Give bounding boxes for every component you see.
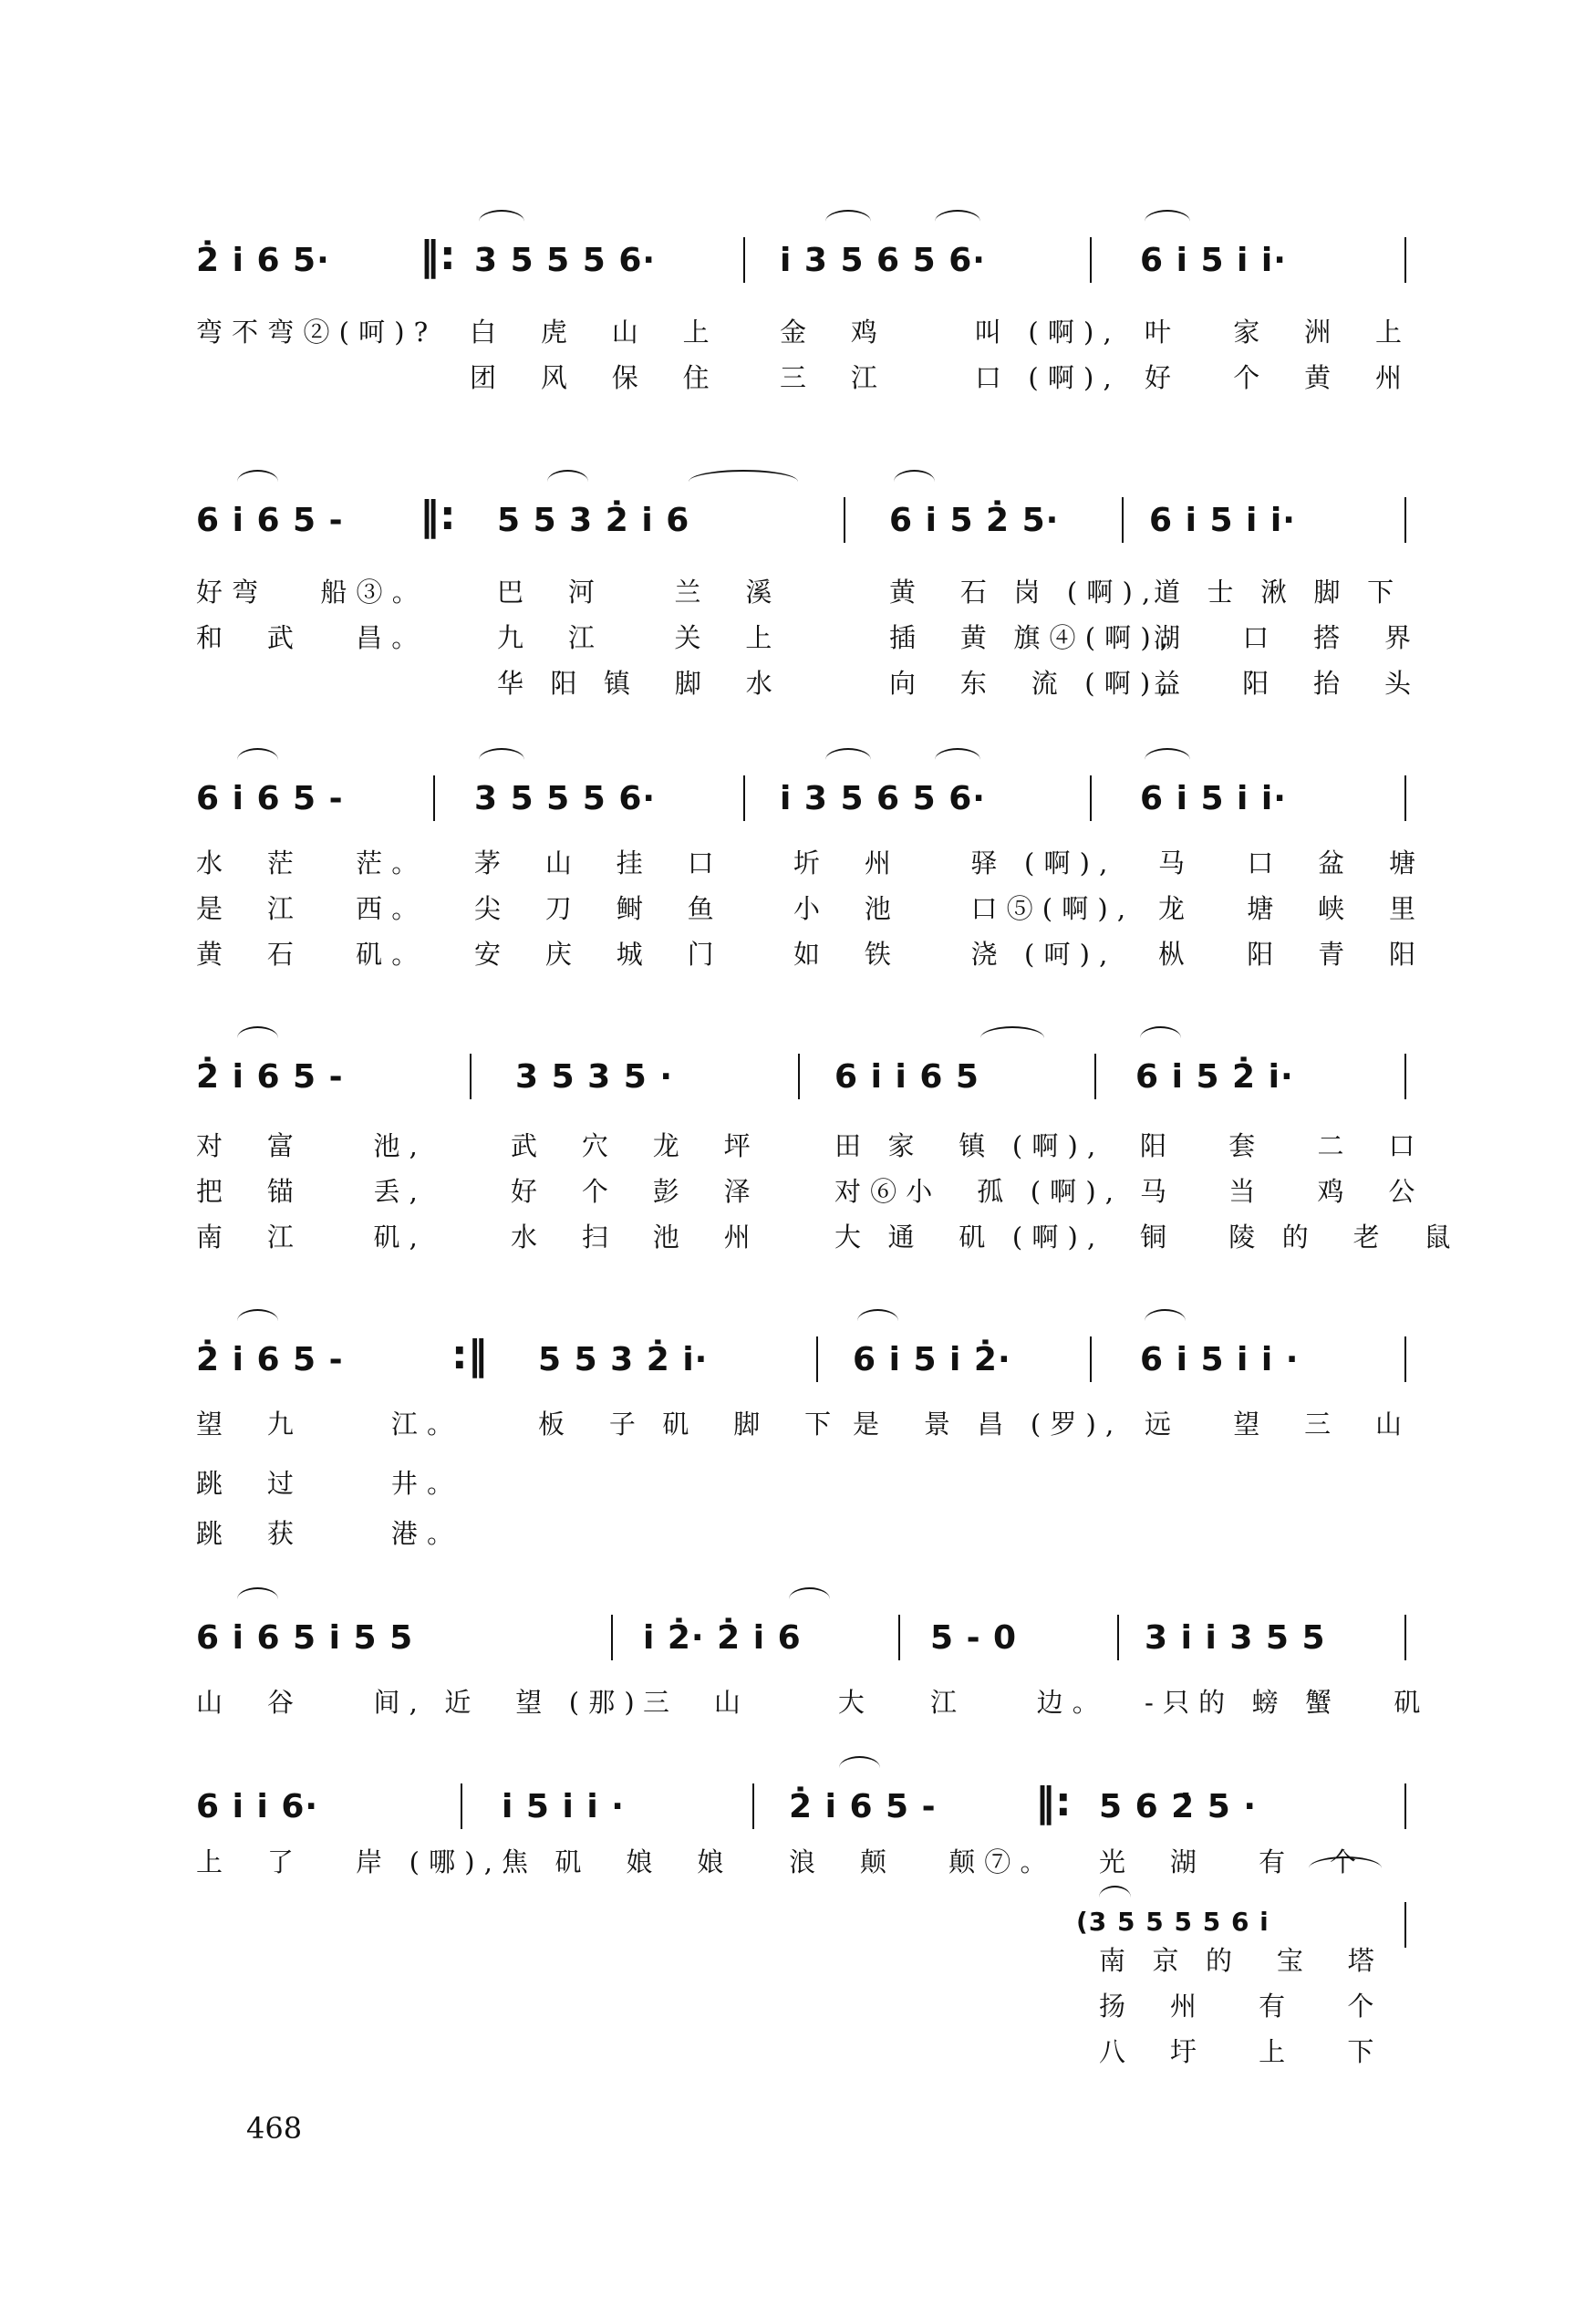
measure-notes: 6 i̇ 5 i̇ i̇ · (1140, 1341, 1300, 1378)
measure-notes: 5 5 3 2̇ i̇· (538, 1341, 709, 1378)
measure-notes: i̇ 3 5 6 5 6· (780, 242, 986, 279)
barline (844, 497, 845, 543)
lyric-text: 黄 石 岗 (啊), (889, 577, 1160, 608)
barline (470, 1054, 472, 1099)
lyric-text: 是 景 昌 (罗), (853, 1409, 1124, 1440)
barline (1122, 497, 1124, 543)
measure-notes: i̇ 3 5 6 5 6· (780, 780, 986, 817)
measure-notes: 2̇ i̇ 6 5 - (789, 1788, 937, 1825)
barline (1404, 1336, 1406, 1382)
slur (1145, 748, 1190, 772)
measure-notes: 6 i̇ 5 i̇ i̇· (1149, 502, 1296, 539)
barline (1404, 237, 1406, 283)
barline (1094, 1054, 1096, 1099)
measure-notes: 3 5 5 5 6· (474, 780, 657, 817)
measure-notes: 3 5 3 5 · (515, 1058, 674, 1096)
lyric-text: 团 风 保 住 (470, 362, 719, 393)
lyric-text: 黄 石 矶。 (196, 939, 428, 970)
lyric-text: 阳 套 二 口 (1140, 1130, 1425, 1161)
lyric-text: 茅 山 挂 口 (474, 847, 723, 879)
measure-notes: 3 i̇ i̇ 3 5 5 (1145, 1619, 1326, 1657)
repeat-start-sign: ‖: (420, 493, 456, 539)
lyric-text: 三 山 大 (643, 1687, 875, 1718)
barline (611, 1615, 613, 1660)
lyric-text: 把 锚 丢, (196, 1176, 428, 1207)
lyric-text: 安 庆 城 门 (474, 939, 723, 970)
slur (1140, 1026, 1181, 1050)
slur (237, 470, 278, 494)
slur (479, 210, 524, 234)
notation-line (196, 1035, 1409, 1099)
lyric-text: 好 个 彭 泽 (511, 1176, 760, 1207)
slur (1099, 1886, 1131, 1909)
lyric-text: 扬 州 有 个 (1099, 1991, 1384, 2022)
lyric-text: 田 家 镇 (啊), (834, 1130, 1105, 1161)
measure-notes: 5 5 3 2̇ i̇ 6 (497, 502, 690, 539)
notation-line (196, 757, 1409, 821)
slur (237, 1026, 278, 1050)
barline (798, 1054, 800, 1099)
lyric-text: 对 富 池, (196, 1130, 428, 1161)
repeat-end-sign: :‖ (451, 1332, 488, 1378)
slur (857, 1309, 898, 1333)
measure-notes: 6 i̇ 6 5 i̇ 5 5 (196, 1619, 414, 1657)
measure-notes: 6 i̇ 6 5 - (196, 502, 344, 539)
barline (433, 775, 435, 821)
measure-notes: (3 5 5 5 5 6 i̇ (1076, 1907, 1270, 1937)
lyric-text: 龙 塘 峡 里 (1158, 893, 1425, 924)
lyric-text: 铜 陵 的 老 鼠 (1140, 1222, 1460, 1253)
lyric-text: 向 东 流 (啊), (889, 668, 1177, 699)
lyric-text: 如 铁 浇 (呵), (793, 939, 1117, 970)
notation-line (196, 1765, 1409, 1829)
measure-notes: 6 i̇ 5 2̇ 5· (889, 502, 1060, 539)
barline (1404, 775, 1406, 821)
lyric-text: 江 边。 (930, 1687, 1108, 1718)
lyric-text: 跳 过 井。 (196, 1468, 463, 1499)
measure-notes: 6 i̇ i̇ 6· (196, 1788, 319, 1825)
lyric-text: 望 九 江。 (196, 1409, 463, 1440)
repeat-start-sign: ‖: (1035, 1779, 1072, 1825)
slur (839, 1756, 880, 1780)
barline (743, 775, 745, 821)
page-number: 468 (246, 2111, 303, 2146)
lyric-text: 焦 矶 娘 娘 (502, 1846, 733, 1877)
lyric-text: 金 鸡 叫 (啊), (780, 317, 1121, 348)
barline (1404, 1783, 1406, 1829)
slur (1145, 210, 1190, 234)
notation-line (196, 479, 1409, 543)
measure-notes: 2̇ i̇ 6 5· (196, 242, 330, 279)
lyric-text: 白 虎 山 上 (470, 317, 719, 348)
measure-notes: 6 i̇ 5 i̇ i̇· (1140, 242, 1287, 279)
slur (980, 1026, 1044, 1050)
lyric-text: 和 武 昌。 (196, 622, 428, 653)
lyric-text: 小 池 口⑤(啊), (793, 893, 1135, 924)
lyric-text: 巴 河 兰 溪 (497, 577, 782, 608)
barline (1404, 1054, 1406, 1099)
repeat-start-sign: ‖: (420, 233, 456, 279)
measure-notes: 6 i̇ 5 i̇ 2̇· (853, 1341, 1011, 1378)
slur (789, 1587, 830, 1611)
notation-line (196, 1884, 1409, 1948)
lyric-text: 尖 刀 鲥 鱼 (474, 893, 723, 924)
lyric-text: 枞 阳 青 阳 (1158, 939, 1425, 970)
lyric-text: 圻 州 驿 (啊), (793, 847, 1117, 879)
notation-line (196, 219, 1409, 283)
slur (825, 748, 871, 772)
lyric-text: 九 江 关 上 (497, 622, 782, 653)
barline (1117, 1615, 1119, 1660)
lyric-text: 益 阳 抬 头 (1154, 668, 1421, 699)
slur (1145, 1309, 1186, 1333)
lyric-text: 好 个 黄 州 (1145, 362, 1412, 393)
barline (1090, 1336, 1092, 1382)
lyric-text: 叶 家 洲 上 (1145, 317, 1412, 348)
lyric-text: 弯不弯②(呵)? (196, 317, 438, 348)
measure-notes: 6 i̇ 6 5 - (196, 780, 344, 817)
lyric-text: 板 子 矶 脚 下 (538, 1409, 841, 1440)
lyric-text: 道 士 湫 脚 下 (1154, 577, 1404, 608)
measure-notes: 2̇ i̇ 6 5 - (196, 1058, 344, 1096)
lyric-text: 是 江 西。 (196, 893, 428, 924)
slur (825, 210, 871, 234)
measure-notes: 5 - 0 (930, 1619, 1018, 1657)
lyric-text: 南 江 矶, (196, 1222, 428, 1253)
lyric-text: 上 了 岸 (哪), (196, 1846, 503, 1877)
measure-notes: 6 i̇ 5 2̇ i̇· (1135, 1058, 1294, 1096)
lyric-text: 浪 颠 颠⑦。 (789, 1846, 1056, 1877)
slur (935, 210, 980, 234)
barline (1404, 497, 1406, 543)
lyric-text: 八 圩 上 下 (1099, 2036, 1384, 2067)
lyric-text: 马 口 盆 塘 (1158, 847, 1425, 879)
barline (898, 1615, 900, 1660)
lyric-text: 插 黄 旗④(啊), (889, 622, 1178, 653)
lyric-text: 武 穴 龙 坪 (511, 1130, 760, 1161)
lyric-text: 大 通 矶 (啊), (834, 1222, 1105, 1253)
measure-notes: 3 5 5 5 6· (474, 242, 657, 279)
lyric-text: -只的 螃 蟹 矶 (1145, 1687, 1430, 1718)
slur (1309, 1856, 1382, 1880)
lyric-text: 马 当 鸡 公 (1140, 1176, 1425, 1207)
lyric-text: 跳 获 港。 (196, 1518, 463, 1549)
lyric-text: 好弯 船③。 (196, 577, 428, 608)
lyric-text: 光 湖 有 个 (1099, 1846, 1366, 1877)
slur (237, 1587, 278, 1611)
slur (479, 748, 524, 772)
slur (935, 748, 980, 772)
slur (894, 470, 935, 494)
measure-notes: 6 i̇ i̇ 6 5 (834, 1058, 979, 1096)
lyric-text: 山 谷 间, 近 望 (那) (196, 1687, 644, 1718)
slur (237, 748, 278, 772)
lyric-text: 对⑥小 孤 (啊), (834, 1176, 1124, 1207)
barline (1090, 775, 1092, 821)
notation-line (196, 1596, 1409, 1660)
barline (1404, 1615, 1406, 1660)
slur (547, 470, 588, 494)
lyric-text: 湖 口 搭 界 (1154, 622, 1421, 653)
lyric-text: 三 江 口 (啊), (780, 362, 1121, 393)
lyric-text: 水 茫 茫。 (196, 847, 428, 879)
slur (237, 1309, 278, 1333)
measure-notes: i̇ 2̇· 2̇ i̇ 6 (643, 1619, 802, 1657)
measure-notes: 6 i̇ 5 i̇ i̇· (1140, 780, 1287, 817)
notation-line (196, 1318, 1409, 1382)
lyric-text: 水 扫 池 州 (511, 1222, 760, 1253)
barline (743, 237, 745, 283)
barline (816, 1336, 818, 1382)
lyric-text: 远 望 三 山 (1145, 1409, 1412, 1440)
barline (1404, 1902, 1406, 1948)
measure-notes: 5 6 2̇ 5 · (1099, 1788, 1258, 1825)
lyric-text: 华 阳 镇 脚 水 (497, 668, 782, 699)
measure-notes: i̇ 5 i̇ i̇ · (502, 1788, 625, 1825)
barline (752, 1783, 754, 1829)
measure-notes: 2̇ i̇ 6 5 - (196, 1341, 344, 1378)
barline (1090, 237, 1092, 283)
slur (689, 470, 798, 494)
barline (461, 1783, 462, 1829)
lyric-text: 南 京 的 宝 塔 (1099, 1945, 1384, 1976)
